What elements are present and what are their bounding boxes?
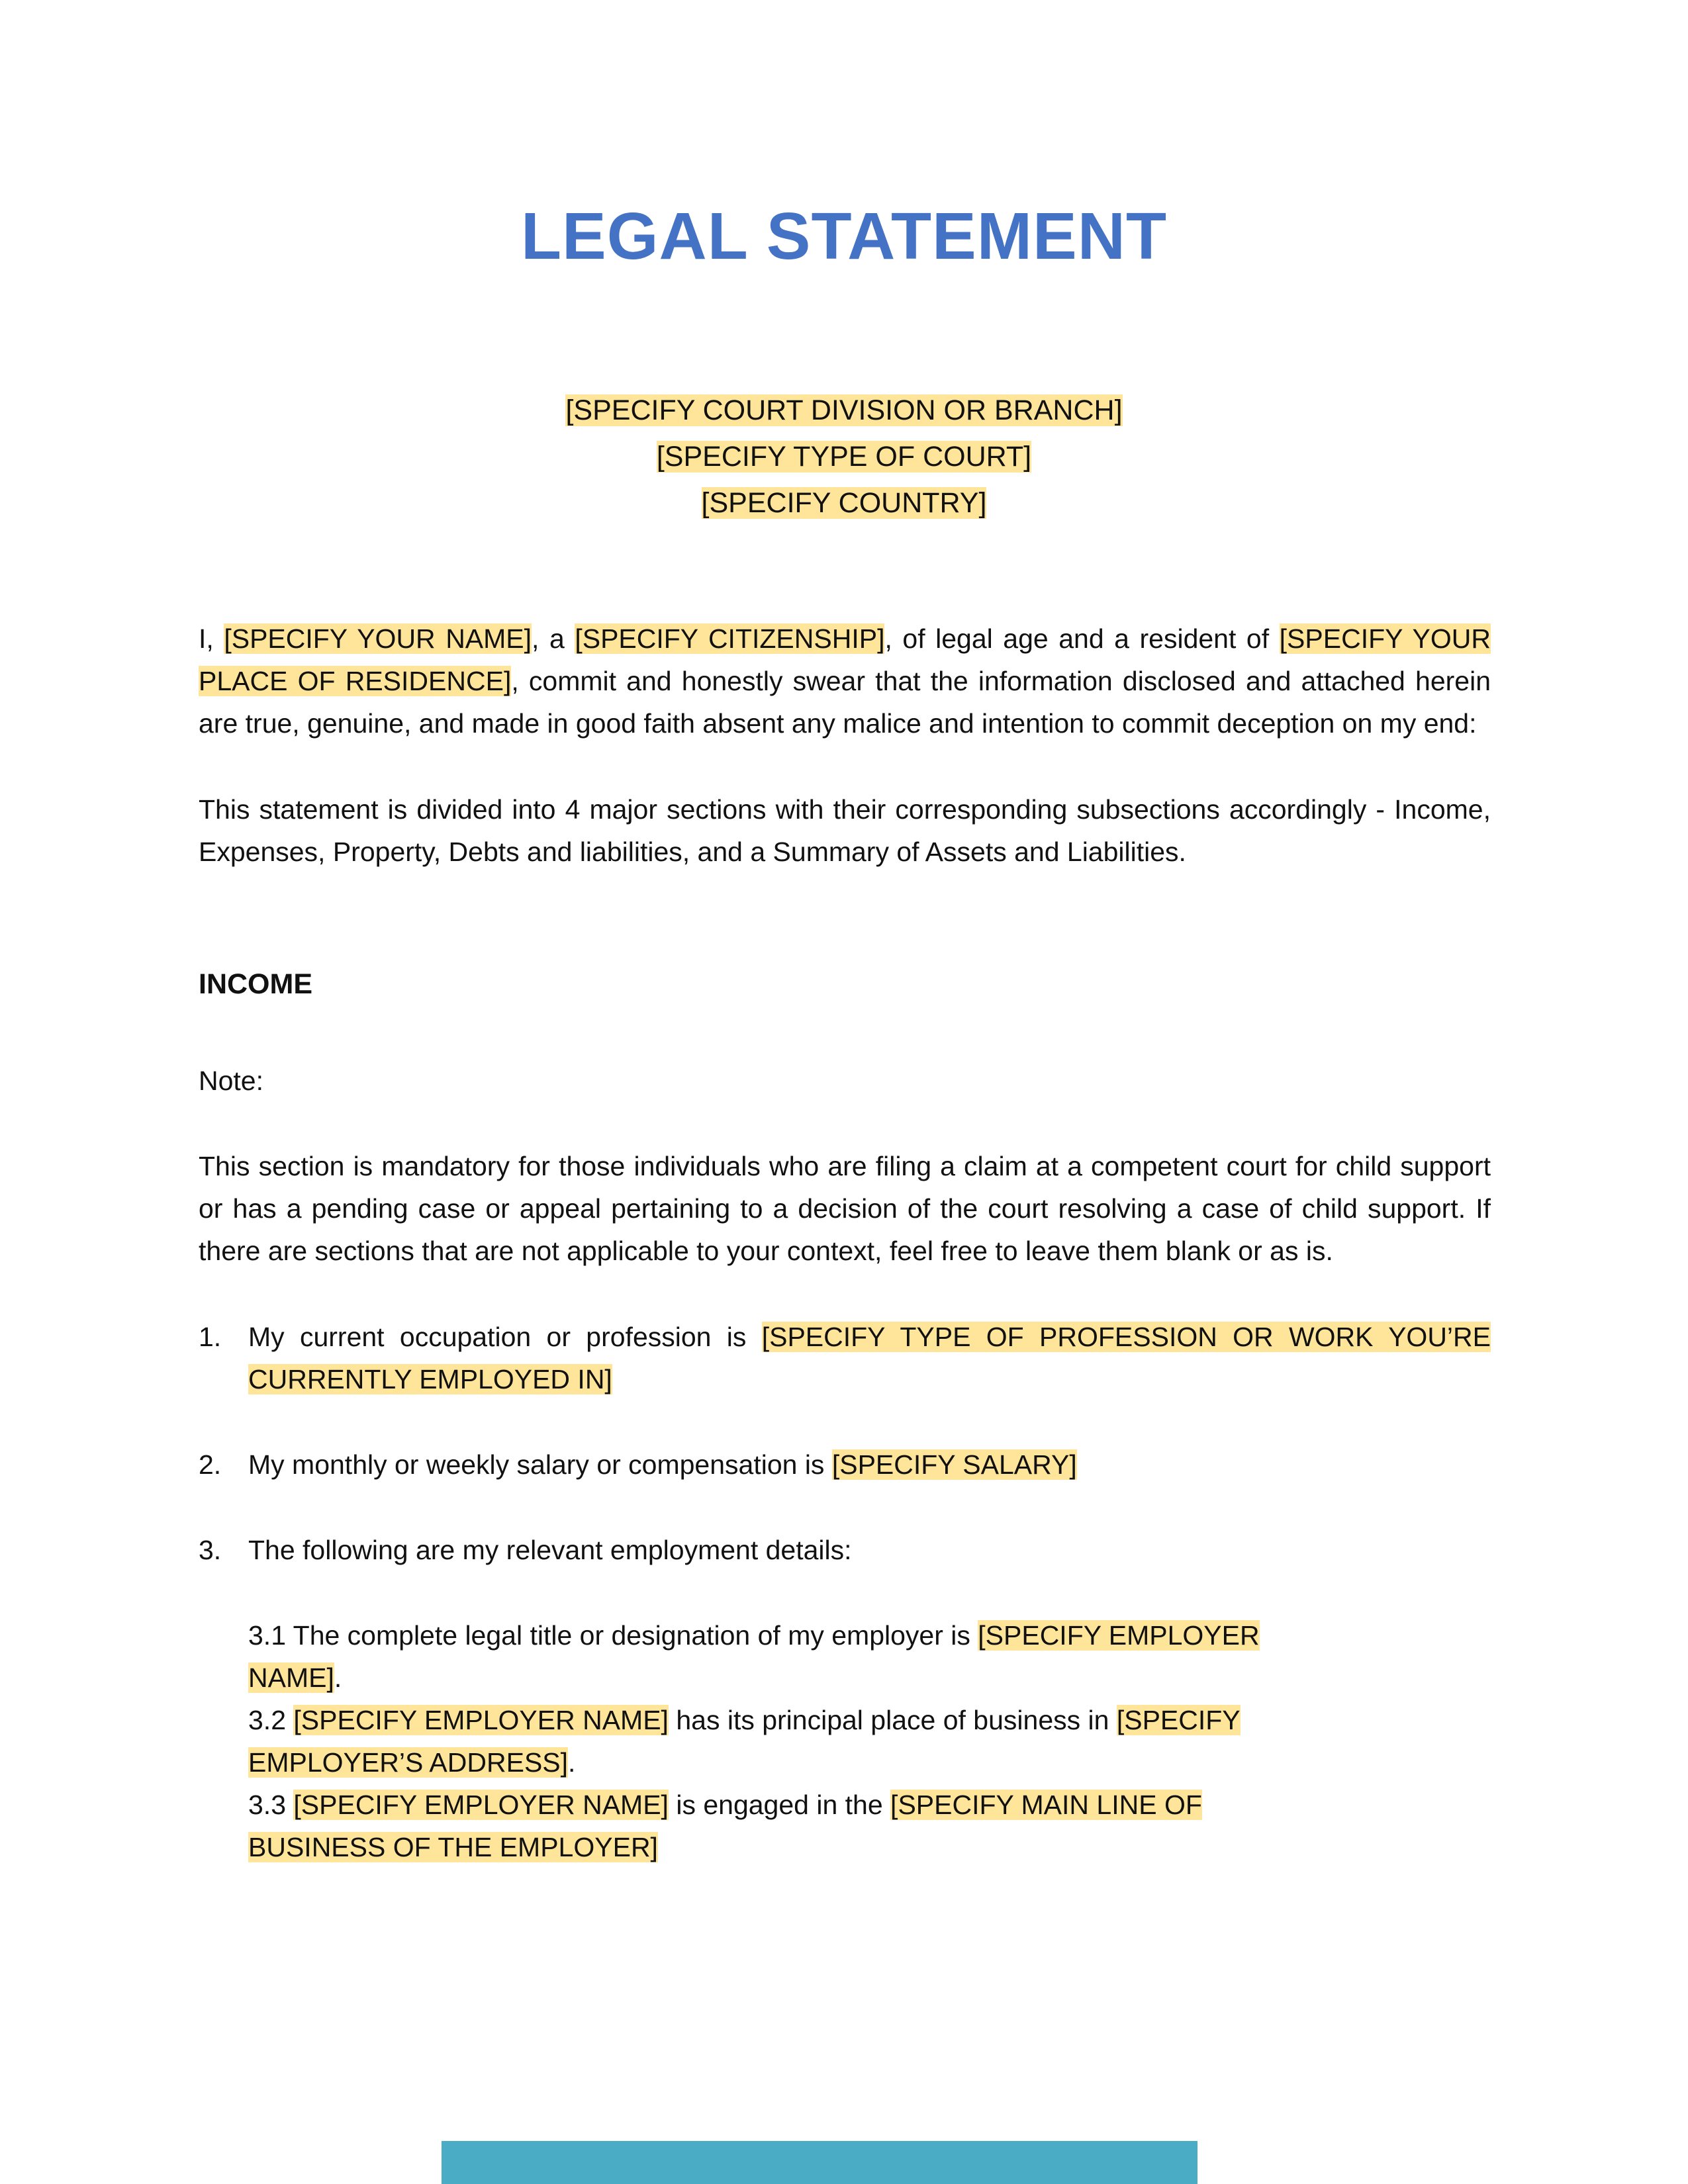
note-label: Note: — [199, 1066, 263, 1096]
note-paragraph: This section is mandatory for those individuals who are filing a claim at a competent court for child support or has a pending case or appeal pertaining to a decision of the court resolving a case of child support. If there are sections that are not applicable to your context, feel free to leave them blank or as is. — [199, 1151, 1491, 1266]
residence-field[interactable]: [SPECIFY YOUR PLACE OF RESIDENCE] — [199, 623, 1491, 696]
court-division-field[interactable]: [SPECIFY COURT DIVISION OR BRANCH] — [565, 394, 1123, 426]
your-name-field[interactable]: [SPECIFY YOUR NAME] — [224, 623, 532, 654]
footer-bar — [442, 2141, 1197, 2184]
court-country-field[interactable]: [SPECIFY COUNTRY] — [701, 487, 987, 519]
income-heading: INCOME — [199, 968, 312, 1000]
employer-address-field[interactable]: [SPECIFY EMPLOYER’S ADDRESS] — [248, 1705, 1241, 1778]
citizenship-field[interactable]: [SPECIFY CITIZENSHIP] — [575, 623, 885, 654]
occupation-text: My current occupation or profession is — [248, 1322, 762, 1352]
list-item — [199, 1443, 1491, 1486]
intro-text-4: , commit and honestly swear that the information disclosed and attached herein are true, genuine, and made in good faith absent any malice and intention to commit deception on my end: — [199, 666, 1491, 739]
intro-text-2: , a — [532, 623, 575, 654]
subsection-3-1 — [248, 1614, 1324, 1699]
employment-details-text: The following are my relevant employment details: — [248, 1535, 852, 1565]
list-number: 1. — [199, 1322, 222, 1352]
salary-field[interactable]: [SPECIFY SALARY] — [831, 1449, 1077, 1480]
subsection-3-1-text: 3.1 The complete legal title or designation of my employer is — [248, 1620, 978, 1651]
subsection-3-3 — [248, 1784, 1324, 1868]
document-title: LEGAL STATEMENT — [520, 199, 1168, 273]
list-item — [199, 1316, 1491, 1400]
subsection-3-2-text: has its principal place of business in — [668, 1705, 1117, 1735]
subsection-3-1-end: . — [334, 1662, 342, 1693]
list-item — [199, 1529, 1491, 1571]
intro-text-3: , of legal age and a resident of — [884, 623, 1280, 654]
subsection-3-2-prefix: 3.2 — [248, 1705, 294, 1735]
court-type-field[interactable]: [SPECIFY TYPE OF COURT] — [656, 441, 1032, 473]
salary-text: My monthly or weekly salary or compensation is — [248, 1449, 832, 1480]
intro-paragraph — [199, 617, 1491, 745]
subsection-3-3-text: is engaged in the — [668, 1790, 891, 1820]
subsection-3-2-end: . — [568, 1747, 576, 1778]
employer-business-field[interactable]: [SPECIFY MAIN LINE OF BUSINESS OF THE EMPLOYER] — [248, 1790, 1202, 1862]
employer-name-field[interactable]: [SPECIFY EMPLOYER NAME] — [293, 1705, 669, 1735]
sections-intro-paragraph: This statement is divided into 4 major sections with their corresponding subsections accordingly - Income, Expenses, Property, Debts and liabilities, and a Summary of Assets and Liabilities. — [199, 794, 1491, 867]
list-number: 3. — [199, 1535, 222, 1565]
employer-name-field[interactable]: [SPECIFY EMPLOYER NAME] — [293, 1790, 669, 1820]
court-block — [0, 387, 1688, 526]
subsection-3-3-prefix: 3.3 — [248, 1790, 294, 1820]
subsection-3-2 — [248, 1699, 1324, 1784]
occupation-field[interactable]: [SPECIFY TYPE OF PROFESSION OR WORK YOU’RE CURRENTLY EMPLOYED IN] — [248, 1322, 1491, 1394]
employer-name-field[interactable]: [SPECIFY EMPLOYER NAME] — [248, 1620, 1260, 1693]
employment-subsections — [248, 1614, 1324, 1868]
intro-text-1: I, — [199, 623, 224, 654]
list-number: 2. — [199, 1449, 222, 1480]
